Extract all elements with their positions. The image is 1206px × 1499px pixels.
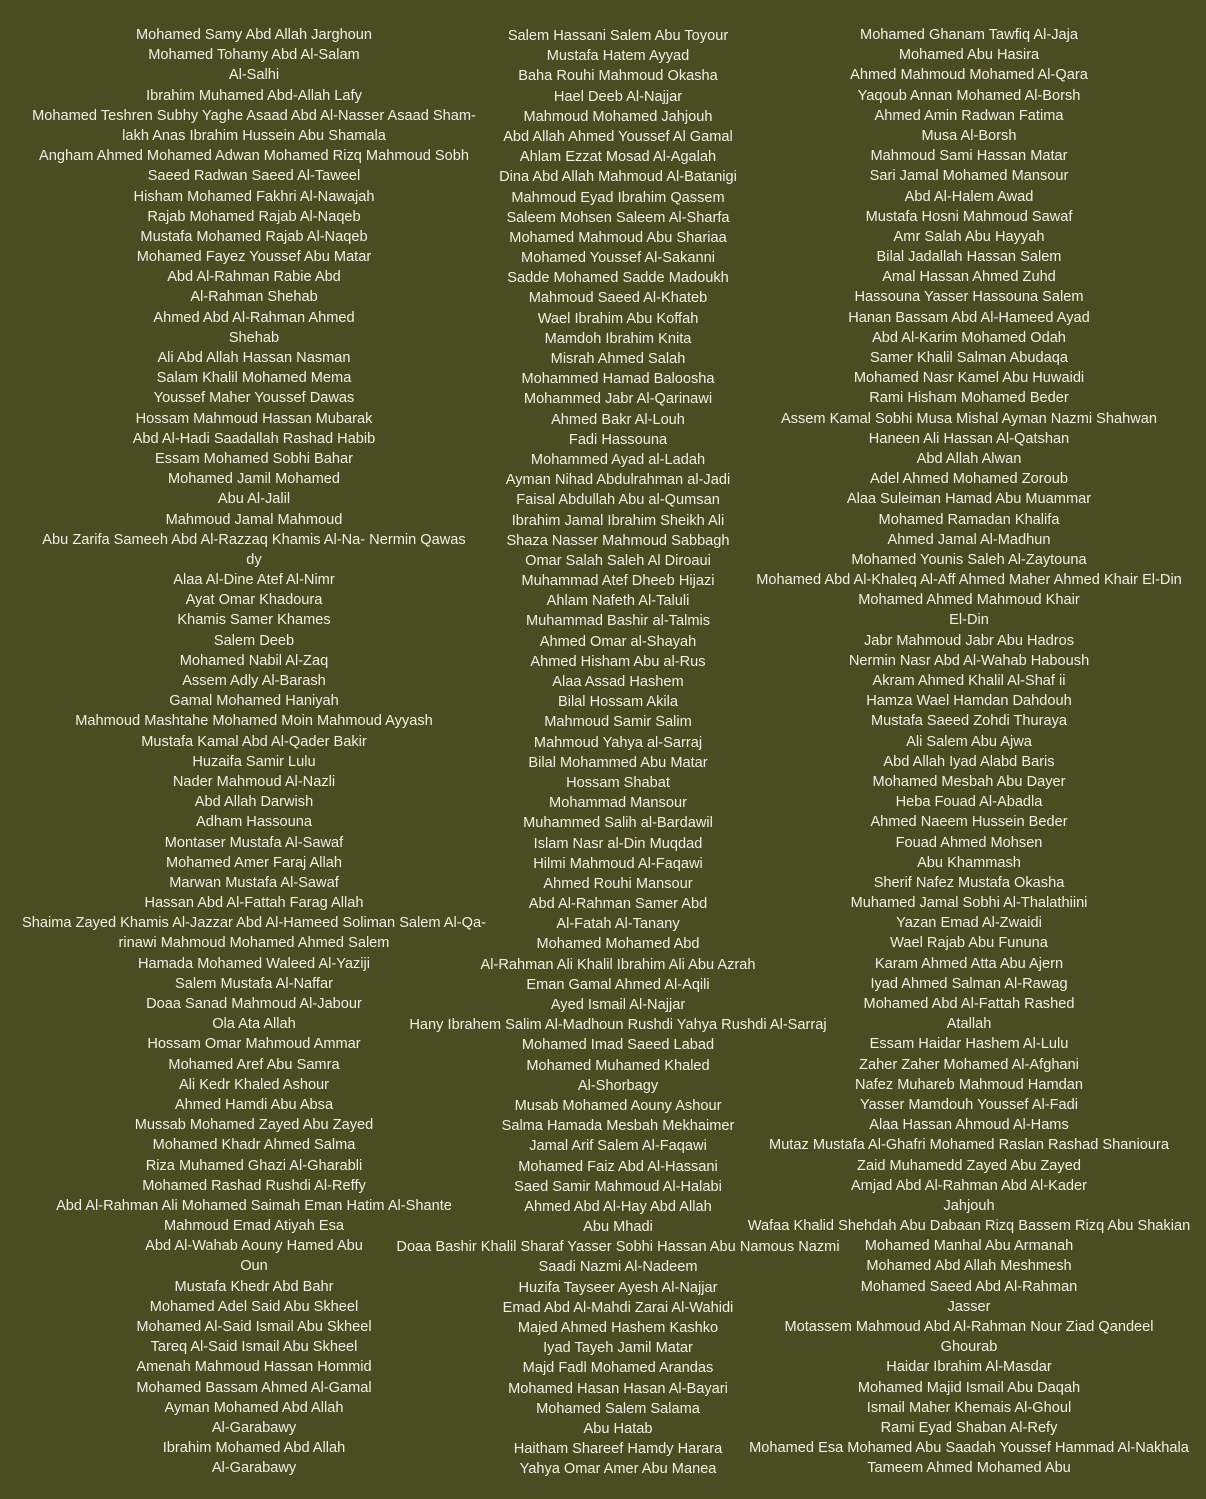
- name-line: Essam Mohamed Sobhi Bahar: [155, 450, 353, 467]
- name-line: Majd Fadl Mohamed Arandas: [522, 1360, 714, 1377]
- name-line: Doaa Sanad Mahmoud Al-Jabour: [146, 996, 362, 1012]
- name-line: Mohamed Nasr Kamel Abu Huwaidi: [853, 370, 1085, 387]
- name-line: Abu Mhadi: [583, 1219, 653, 1236]
- name-line: Mohammad Mansour: [549, 795, 687, 812]
- name-line: Rajab Mohamed Rajab Al-Naqeb: [147, 208, 361, 225]
- name-line: Wael Rajab Abu Fununa: [890, 935, 1048, 952]
- name-line: Ibrahim Muhamed Abd-Allah Lafy: [146, 87, 362, 104]
- name-line: Shaima Zayed Khamis Al-Jazzar Abd Al-Hameed Soliman Salem Al-Qa-: [22, 915, 486, 932]
- name-line: Al-Garabawy: [211, 1419, 297, 1436]
- name-line: Adham Hassouna: [195, 814, 312, 831]
- name-line: Marwan Mustafa Al-Sawaf: [169, 874, 339, 891]
- name-line: Amal Hassan Ahmed Zuhd: [882, 269, 1056, 286]
- name-line: Ayman Nihad Abdulrahman al-Jadi: [505, 472, 731, 489]
- name-line: Huzifa Tayseer Ayesh Al-Najjar: [518, 1279, 718, 1296]
- name-line: Youssef Maher Youssef Dawas: [153, 390, 355, 407]
- name-line: Rami Hisham Mohamed Beder: [869, 390, 1069, 407]
- name-line: Salma Hamada Mesbah Mekhaimer: [501, 1118, 735, 1135]
- name-line: Ahmed Amin Radwan Fatima: [874, 107, 1064, 124]
- name-line: Khamis Samer Khames: [177, 612, 331, 629]
- name-line: Hassouna Yasser Hassouna Salem: [854, 289, 1084, 306]
- name-line: Sadde Mohamed Sadde Madoukh: [507, 270, 729, 287]
- name-line: Ahmed Naeem Hussein Beder: [870, 814, 1068, 831]
- name-line: Ali Salem Abu Ajwa: [906, 733, 1032, 750]
- name-line: Mahmoud Mohamed Jahjouh: [523, 108, 713, 125]
- name-line: Dina Abd Allah Mahmoud Al-Batanigi: [499, 169, 737, 186]
- name-line: Hilmi Mahmoud Al-Faqawi: [533, 855, 703, 872]
- name-line: Mussab Mohamed Zayed Abu Zayed: [134, 1117, 374, 1134]
- name-line: Mohamed Fayez Youssef Abu Matar: [136, 249, 372, 266]
- name-line: Alaa Hassan Ahmoud Al-Hams: [869, 1117, 1069, 1134]
- name-line: Iyad Tayeh Jamil Matar: [543, 1340, 693, 1357]
- name-line: Ahmed Abd Al-Rahman Ahmed: [153, 309, 355, 326]
- name-line: Ghourab: [940, 1339, 998, 1356]
- name-line: Mutaz Mustafa Al-Ghafri Mohamed Raslan Rashad Shanioura: [769, 1137, 1169, 1154]
- name-line: Mohamed Salem Salama: [536, 1400, 700, 1417]
- name-line: Nermin Nasr Abd Al-Wahab Haboush: [848, 652, 1090, 669]
- name-line: Salem Hassani Salem Abu Toyour: [507, 28, 729, 44]
- name-line: Mohamed Bassam Ahmed Al-Gamal: [136, 1379, 372, 1396]
- name-line: Adel Ahmed Mohamed Zoroub: [870, 471, 1068, 488]
- name-line: Rami Eyad Shaban Al-Refy: [880, 1419, 1058, 1436]
- name-line: Ayed Ismail Al-Najjar: [550, 997, 686, 1013]
- name-line: Ahmed Bakr Al-Louh: [551, 411, 685, 428]
- name-line: Mohamed Manhal Abu Armanah: [864, 1238, 1074, 1255]
- name-line: Mohamed Aref Abu Samra: [168, 1056, 340, 1073]
- name-line: Al-Shorbagy: [577, 1077, 659, 1094]
- name-line: Mahmoud Samir Salim: [544, 714, 692, 731]
- name-line: Mustafa Hosni Mahmoud Sawaf: [865, 208, 1073, 225]
- name-line: Muhamed Jamal Sobhi Al-Thalathiini: [850, 895, 1088, 912]
- name-line: Ali Kedr Khaled Ashour: [178, 1076, 330, 1093]
- name-line: Mohamed Jamil Mohamed: [168, 471, 340, 488]
- name-line: Hossam Mahmoud Hassan Mubarak: [135, 410, 373, 427]
- name-line: Abd Al-Rahman Ali Mohamed Saimah Eman Hatim Al-Shante: [56, 1197, 452, 1214]
- name-line: Ayat Omar Khadoura: [185, 592, 323, 609]
- name-line: Mohamed Rashad Rushdi Al-Reffy: [142, 1177, 366, 1194]
- name-line: Abd Al-Halem Awad: [904, 188, 1034, 205]
- name-line: Al-Rahman Shehab: [190, 289, 318, 306]
- name-line: Misrah Ahmed Salah: [550, 351, 686, 367]
- name-line: Mohamed Al-Said Ismail Abu Skheel: [136, 1319, 372, 1335]
- name-line: Mohamed Youssef Al-Sakanni: [521, 250, 715, 267]
- name-line: Abu Zarifa Sameeh Abd Al-Razzaq Khamis Al-Na- Nermin Qawas: [42, 531, 466, 548]
- name-line: Jasser: [947, 1298, 991, 1315]
- name-line: Ali Abd Allah Hassan Nasman: [157, 350, 351, 366]
- name-line: rinawi Mahmoud Mohamed Ahmed Salem: [118, 935, 390, 952]
- name-line: Mohamed Teshren Subhy Yaghe Asaad Abd Al-Nasser Asaad Sham-: [32, 107, 476, 124]
- name-line: Wafaa Khalid Shehdah Abu Dabaan Rizq Bassem Rizq Abu Shakian: [747, 1218, 1191, 1235]
- name-line: Mohamed Mesbah Abu Dayer: [872, 773, 1066, 790]
- name-line: Essam Haidar Hashem Al-Lulu: [869, 1036, 1069, 1053]
- name-line: Mustafa Saeed Zohdi Thuraya: [870, 713, 1068, 730]
- name-line: Ibrahim Mohamed Abd Allah: [162, 1440, 346, 1457]
- name-line: Mohamed Younis Saleh Al-Zaytouna: [851, 551, 1087, 568]
- name-line: Alaa Suleiman Hamad Abu Muammar: [846, 491, 1092, 508]
- name-line: Ahmed Hamdi Abu Absa: [174, 1096, 334, 1113]
- name-line: Hossam Shabat: [566, 774, 670, 791]
- name-line: Faisal Abdullah Abu al-Qumsan: [516, 492, 720, 509]
- name-line: Iyad Ahmed Salman Al-Rawag: [870, 975, 1068, 992]
- name-line: Ayman Mohamed Abd Allah: [164, 1399, 344, 1416]
- name-line: Mahmoud Emad Atiyah Esa: [163, 1218, 345, 1235]
- name-line: Akram Ahmed Khalil Al-Shaf ii: [872, 673, 1066, 689]
- name-line: Haitham Shareef Hamdy Harara: [513, 1441, 723, 1458]
- name-line: Mohamed Ghanam Tawfiq Al-Jaja: [860, 27, 1078, 43]
- name-line: Salem Deeb: [213, 632, 295, 649]
- name-line: Shehab: [228, 329, 280, 346]
- name-line: Mustafa Kamal Abd Al-Qader Bakir: [141, 733, 367, 750]
- name-line: Ahmed Rouhi Mansour: [543, 875, 693, 892]
- name-line: Haidar Ibrahim Al-Masdar: [886, 1359, 1052, 1376]
- name-line: Al-Fatah Al-Tanany: [556, 916, 680, 933]
- name-line: Jabr Mahmoud Jabr Abu Hadros: [863, 632, 1075, 649]
- name-line: Salam Khalil Mohamed Mema: [156, 370, 352, 387]
- name-line: Assem Adly Al-Barash: [182, 673, 326, 689]
- name-line: Fouad Ahmed Mohsen: [895, 834, 1043, 851]
- name-line: Jahjouh: [943, 1197, 995, 1214]
- name-line: Mohamed Majid Ismail Abu Daqah: [857, 1379, 1081, 1396]
- name-line: Saeed Radwan Saeed Al-Taweel: [147, 168, 361, 185]
- name-line: Yahya Omar Amer Abu Manea: [519, 1461, 717, 1478]
- name-line: Muhammad Atef Dheeb Hijazi: [521, 573, 715, 590]
- name-line: Salem Mustafa Al-Naffar: [175, 975, 333, 992]
- name-line: lakh Anas Ibrahim Hussein Abu Shamala: [122, 127, 386, 144]
- name-line: Abd Allah Darwish: [194, 794, 314, 811]
- name-line: Samer Khalil Salman Abudaqa: [870, 350, 1068, 366]
- name-line: Muhammed Salih al-Bardawil: [523, 815, 713, 832]
- name-line: Mohamed Nabil Al-Zaq: [179, 652, 329, 669]
- name-line: Abd Allah Alwan: [916, 450, 1022, 467]
- name-line: Wael Ibrahim Abu Koffah: [537, 310, 699, 327]
- name-line: Nafez Muhareb Mahmoud Hamdan: [855, 1076, 1083, 1093]
- name-line: Mohammed Jabr Al-Qarinawi: [523, 391, 713, 408]
- name-line: Ola Ata Allah: [212, 1016, 296, 1033]
- name-line: Mustafa Hatem Ayyad: [546, 48, 690, 65]
- name-line: Bilal Hossam Akila: [557, 694, 679, 711]
- name-line: Angham Ahmed Mohamed Adwan Mohamed Rizq Mahmoud Sobh: [39, 148, 469, 165]
- name-line: Mohamed Muhamed Khaled: [526, 1057, 710, 1074]
- name-line: Mohamed Mahmoud Abu Shariaa: [509, 229, 727, 246]
- name-line: Mohamed Khadr Ahmed Salma: [152, 1137, 356, 1154]
- name-line: Ahlam Ezzat Mosad Al-Agalah: [519, 149, 717, 166]
- name-line: Mohamed Saeed Abd Al-Rahman: [860, 1278, 1078, 1295]
- name-line: Mohamed Amer Faraj Allah: [165, 854, 342, 871]
- name-line: Abd Al-Rahman Samer Abd: [528, 896, 708, 913]
- name-line: Shaza Nasser Mahmoud Sabbagh: [506, 532, 730, 549]
- name-line: Emad Abd Al-Mahdi Zarai Al-Wahidi: [502, 1299, 734, 1316]
- name-line: Eman Gamal Ahmed Al-Aqili: [526, 976, 710, 993]
- name-line: Zaher Zaher Mohamed Al-Afghani: [859, 1056, 1079, 1073]
- name-line: Bilal Mohammed Abu Matar: [528, 754, 708, 771]
- name-line: Mohamed Mohamed Abd: [536, 936, 700, 953]
- name-line: Abu Khammash: [917, 854, 1021, 871]
- name-line: Ahmed Omar al-Shayah: [539, 633, 697, 650]
- name-line: Jamal Arif Salem Al-Faqawi: [529, 1138, 707, 1155]
- name-line: Motassem Mahmoud Abd Al-Rahman Nour Ziad Qandeel: [784, 1319, 1154, 1335]
- name-line: Al-Rahman Ali Khalil Ibrahim Ali Abu Azrah: [480, 956, 756, 973]
- name-line: Mohamed Imad Saeed Labad: [521, 1037, 715, 1054]
- name-line: Oun: [240, 1258, 268, 1275]
- name-line: Gamal Mohamed Haniyah: [169, 693, 339, 710]
- name-line: Alaa Al-Dine Atef Al-Nimr: [173, 572, 335, 589]
- name-line: Tareq Al-Said Ismail Abu Skheel: [150, 1339, 358, 1356]
- name-line: Mahmoud Eyad Ibrahim Qassem: [511, 189, 725, 206]
- name-line: Alaa Assad Hashem: [552, 674, 684, 690]
- name-line: dy: [246, 551, 262, 568]
- name-line: Yasser Mamdouh Youssef Al-Fadi: [860, 1096, 1078, 1113]
- name-line: Abd Allah Ahmed Youssef Al Gamal: [503, 128, 733, 145]
- name-line: Doaa Bashir Khalil Sharaf Yasser Sobhi Hassan Abu Namous Nazmi: [396, 1239, 840, 1256]
- name-line: Abd Al-Wahab Aouny Hamed Abu: [145, 1238, 363, 1255]
- name-line: Musab Mohamed Aouny Ashour: [514, 1097, 722, 1114]
- name-line: Abu Al-Jalil: [217, 491, 291, 508]
- name-line: Zaid Muhamedd Zayed Abu Zayed: [857, 1157, 1081, 1174]
- name-line: Mohamed Hasan Hasan Al-Bayari: [508, 1380, 728, 1397]
- name-line: Mohammed Hamad Baloosha: [521, 371, 715, 388]
- name-line: Abd Al-Rahman Rabie Abd: [167, 269, 341, 286]
- name-line: Abd Al-Hadi Saadallah Rashad Habib: [132, 430, 376, 447]
- name-line: Bilal Jadallah Hassan Salem: [876, 249, 1062, 266]
- name-line: Mahmoud Jamal Mahmoud: [165, 511, 343, 528]
- name-line: Saed Samir Mahmoud Al-Halabi: [514, 1178, 722, 1195]
- name-line: Musa Al-Borsh: [921, 127, 1017, 144]
- name-line: Mahmoud Saeed Al-Khateb: [528, 290, 708, 307]
- name-line: Hany Ibrahem Salim Al-Madhoun Rushdi Yahya Rushdi Al-Sarraj: [409, 1017, 827, 1034]
- name-line: Omar Salah Saleh Al Diroaui: [525, 552, 711, 569]
- name-line: Mamdoh Ibrahim Knita: [544, 330, 692, 347]
- name-line: Mahmoud Yahya al-Sarraj: [533, 734, 703, 751]
- name-line: Sari Jamal Mohamed Mansour: [869, 168, 1069, 185]
- name-line: Hassan Abd Al-Fattah Farag Allah: [144, 895, 364, 912]
- name-line: Mahmoud Mashtahe Mohamed Moin Mahmoud Ayyash: [75, 713, 433, 730]
- name-line: Mohamed Adel Said Abu Skheel: [149, 1298, 359, 1315]
- name-line: Mohamed Esa Mohamed Abu Saadah Youssef Hammad Al-Nakhala: [749, 1440, 1189, 1457]
- name-line: Fadi Hassouna: [568, 431, 668, 448]
- name-line: Ahmed Jamal Al-Madhun: [887, 531, 1051, 548]
- name-line: Ahlam Nafeth Al-Taluli: [546, 593, 690, 610]
- name-line: Mohamed Ramadan Khalifa: [878, 511, 1060, 528]
- name-line: Mohamed Abd Al-Khaleq Al-Aff Ahmed Maher Ahmed Khair El-Din: [756, 572, 1182, 589]
- name-line: Mohamed Abu Hasira: [898, 47, 1040, 64]
- name-line: Mahmoud Sami Hassan Matar: [870, 148, 1068, 165]
- name-line: Mohamed Ahmed Mahmoud Khair: [858, 592, 1080, 609]
- name-line: Amr Salah Abu Hayyah: [893, 228, 1045, 245]
- name-line: Muhammad Bashir al-Talmis: [525, 613, 711, 630]
- name-line: Huzaifa Samir Lulu: [192, 753, 316, 770]
- name-line: Haneen Ali Hassan Al-Qatshan: [868, 430, 1070, 447]
- name-line: Mohamed Tohamy Abd Al-Salam: [148, 47, 360, 64]
- name-line: Amenah Mahmoud Hassan Hommid: [136, 1359, 372, 1376]
- name-line: Tameem Ahmed Mohamed Abu: [867, 1460, 1071, 1477]
- name-line: Abd Al-Karim Mohamed Odah: [872, 329, 1066, 346]
- name-line: Assem Kamal Sobhi Musa Mishal Ayman Nazmi Shahwan: [780, 410, 1158, 427]
- name-line: Mohammed Ayad al-Ladah: [530, 451, 706, 468]
- name-line: Montaser Mustafa Al-Sawaf: [164, 834, 344, 851]
- name-line: Saadi Nazmi Al-Nadeem: [538, 1259, 698, 1276]
- name-line: Ahmed Abd Al-Hay Abd Allah: [524, 1198, 712, 1215]
- name-line: Atallah: [946, 1016, 992, 1033]
- name-line: Majed Ahmed Hashem Kashko: [517, 1320, 719, 1336]
- name-line: Ibrahim Jamal Ibrahim Sheikh Ali: [511, 512, 725, 529]
- name-line: Al-Garabawy: [211, 1460, 297, 1477]
- name-line: Ahmed Mahmoud Mohamed Al-Qara: [850, 67, 1088, 84]
- name-line: Hanan Bassam Abd Al-Hameed Ayad: [848, 309, 1090, 326]
- name-line: Yazan Emad Al-Zwaidi: [896, 915, 1042, 932]
- name-line: Abu Hatab: [583, 1420, 653, 1437]
- name-line: Ahmed Hisham Abu al-Rus: [530, 653, 706, 670]
- name-line: Riza Muhamed Ghazi Al-Gharabli: [145, 1157, 363, 1174]
- name-line: Amjad Abd Al-Rahman Abd Al-Kader: [850, 1177, 1088, 1194]
- name-line: Mustafa Mohamed Rajab Al-Naqeb: [140, 228, 368, 245]
- name-line: Heba Fouad Al-Abadla: [895, 794, 1043, 811]
- name-line: Islam Nasr al-Din Muqdad: [533, 835, 703, 852]
- name-line: Hossam Omar Mahmoud Ammar: [147, 1036, 361, 1053]
- name-line: Yaqoub Annan Mohamed Al-Borsh: [857, 87, 1081, 104]
- name-line: Hamza Wael Hamdan Dahdouh: [866, 693, 1072, 710]
- name-line: Mohamed Faiz Abd Al-Hassani: [518, 1158, 718, 1175]
- name-line: Mohamed Samy Abd Allah Jarghoun: [135, 27, 373, 43]
- name-line: Karam Ahmed Atta Abu Ajern: [874, 955, 1064, 972]
- name-line: Hael Deeb Al-Najjar: [553, 88, 683, 105]
- name-line: Nader Mahmoud Al-Nazli: [172, 773, 336, 790]
- name-line: Mohamed Abd Al-Fattah Rashed: [863, 996, 1075, 1012]
- name-line: Baha Rouhi Mahmoud Okasha: [518, 68, 718, 85]
- names-column-right: [742, 25, 1196, 1479]
- name-line: Ismail Maher Khemais Al-Ghoul: [866, 1399, 1072, 1416]
- name-line: Al-Salhi: [228, 67, 280, 84]
- name-line: Saleem Mohsen Saleem Al-Sharfa: [506, 209, 730, 226]
- name-line: Hisham Mohamed Fakhri Al-Nawajah: [133, 188, 375, 205]
- name-line: Sherif Nafez Mustafa Okasha: [873, 874, 1065, 891]
- name-line: Mustafa Khedr Abd Bahr: [174, 1278, 334, 1295]
- name-line: El-Din: [949, 612, 989, 629]
- name-line: Mohamed Abd Allah Meshmesh: [866, 1258, 1072, 1275]
- name-line: Abd Allah Iyad Alabd Baris: [883, 753, 1055, 770]
- name-line: Hamada Mohamed Waleed Al-Yaziji: [138, 955, 370, 972]
